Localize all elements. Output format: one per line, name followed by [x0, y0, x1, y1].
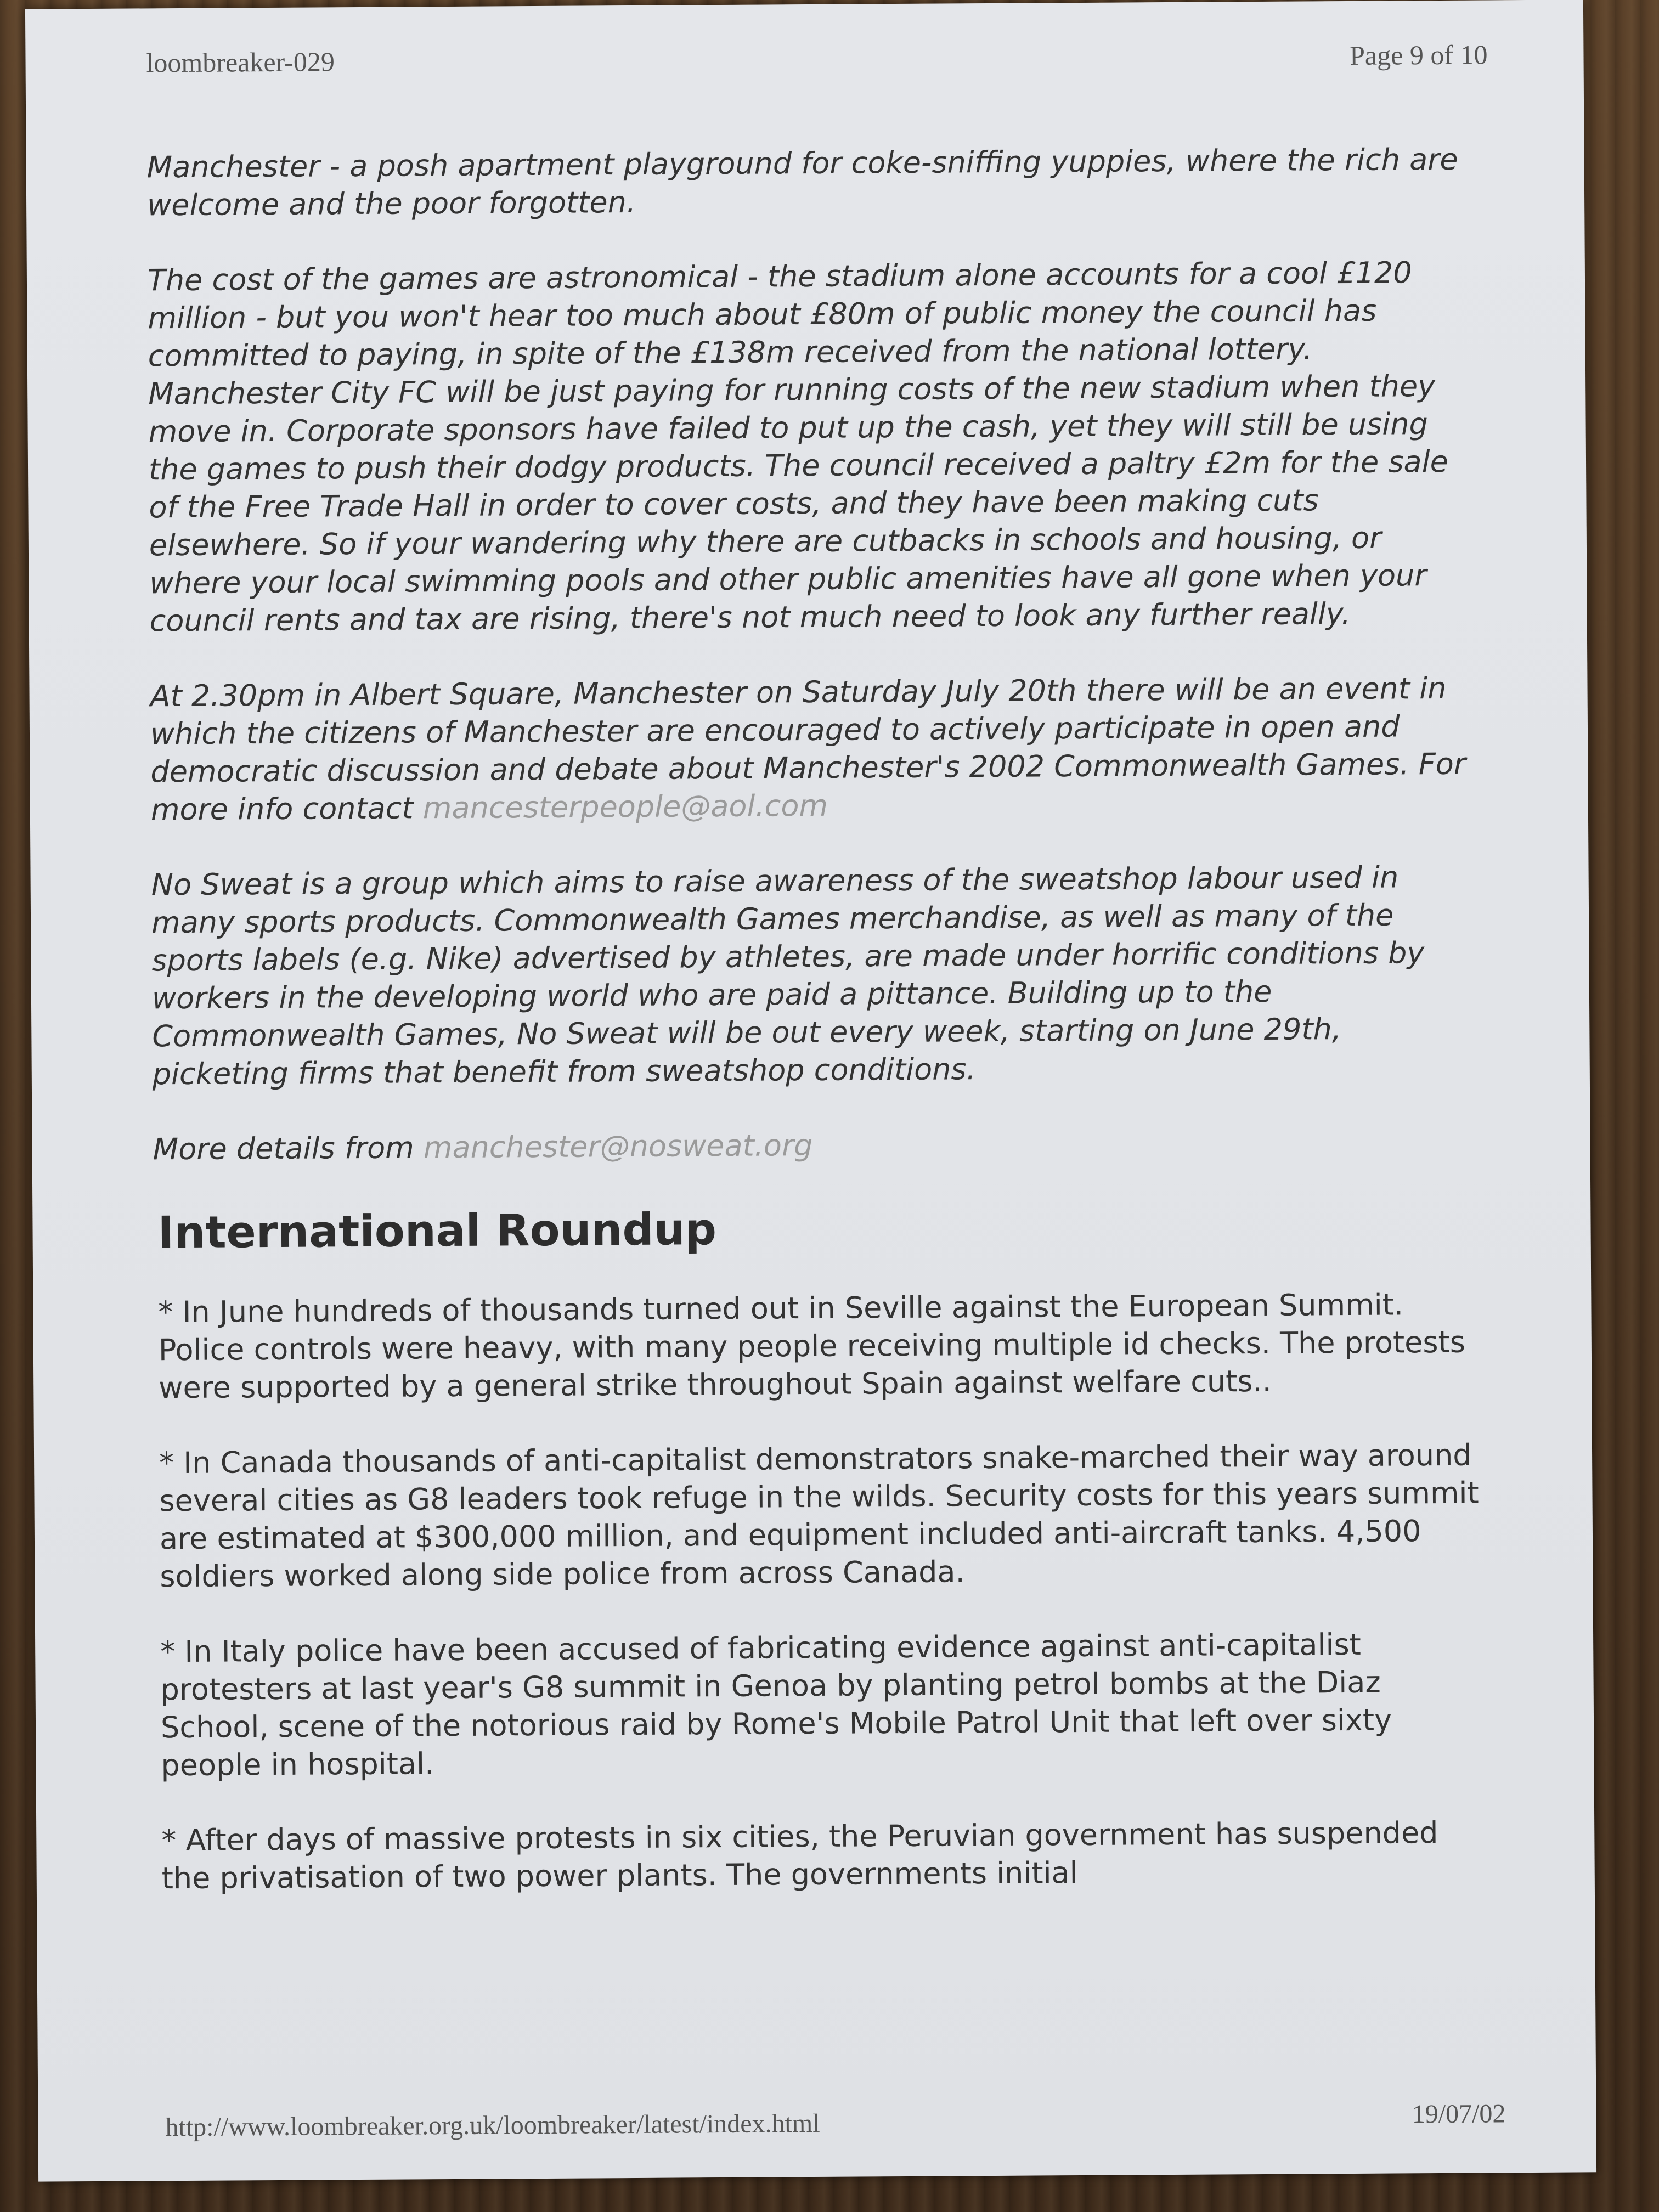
header-doc-id: loombreaker-029: [146, 46, 335, 78]
page-body: [146, 140, 1485, 1935]
roundup-item-peru: * After days of massive protests in six cities, the Peruvian government has suspended the privatisation of two power plants. The governments initial: [161, 1815, 1438, 1896]
no-sweat-email-link[interactable]: manchester@nosweat.org: [423, 1127, 813, 1165]
paragraph-albert-square-event: [150, 669, 1479, 829]
footer-date: 19/07/02: [1412, 2099, 1506, 2129]
roundup-item-canada: * In Canada thousands of anti-capitalist demonstrators snake-marched their way around several cities as G8 leaders took refuge in the wilds. Security costs for this years summit are estimated at $300,000 million, and equipment included anti-aircraft tanks. 4,500 soldiers worked along side police from across Canada.: [159, 1437, 1479, 1594]
footer-url: http://www.loombreaker.org.uk/loombreaker/latest/index.html: [165, 2108, 820, 2142]
roundup-item-italy: * In Italy police have been accused of fabricating evidence against anti-capitalist protesters at last year's G8 summit in Genoa by planting petrol bombs at the Diaz School, scene of the notorious raid by Rome's Mobile Patrol Unit that left over sixty people in hospital.: [160, 1627, 1392, 1783]
more-details-text: More details from: [153, 1130, 424, 1167]
paragraph-manchester-intro: Manchester - a posh apartment playground for coke-sniffing yuppies, where the rich are welcome and the poor forgotten.: [146, 142, 1458, 223]
printed-page: [25, 0, 1596, 2182]
paragraph-more-details: [153, 1122, 1480, 1169]
event-text: At 2.30pm in Albert Square, Manchester on Saturday July 20th there will be an event in which the citizens of Manchester are encouraged to actively participate in open and democratic discussion and debate about Manchester's 2002 Commonwealth Games. For more info contact: [150, 670, 1466, 827]
section-title: International Roundup: [157, 1204, 717, 1259]
paragraph-no-sweat: No Sweat is a group which aims to raise awareness of the sweatshop labour used in many sports products. Commonwealth Games merchandise, as well as many of the sports labels (e.g. Nike) advertised by athletes, are made under horrific conditions by workers in the developing world who are paid a pittance. Building up to the Commonwealth Games, No Sweat will be out every week, starting on June 29th, picketing firms that benefit from sweatshop conditions.: [151, 860, 1425, 1092]
roundup-item-spain: * In June hundreds of thousands turned out in Seville against the European Summit. Police controls were heavy, with many people receiving multiple id checks. The protests were supported by a general strike throughout Spain against welfare cuts..: [158, 1287, 1466, 1406]
header-page-number: Page 9 of 10: [1349, 39, 1488, 71]
event-contact-email-link[interactable]: mancesterpeople@aol.com: [422, 788, 828, 826]
paragraph-games-cost: The cost of the games are astronomical - the stadium alone accounts for a cool £120 million - but you won't hear too much about £80m of public money the council has committed to paying, in spite of the £138m received from the national lottery. Manchester City FC will be just paying for running costs of the new stadium when they move in. Corporate sponsors have failed to put up the cash, yet they will still be using the games to push their dodgy products. The council received a paltry £2m for the sale of the Free Trade Hall in order to cover costs, and they have been making cuts elsewhere. So if your wandering why there are cutbacks in schools and housing, or where your local swimming pools and other public amenities have all gone when your council rents and tax are rising, there's not much need to look any further really.: [147, 255, 1449, 639]
